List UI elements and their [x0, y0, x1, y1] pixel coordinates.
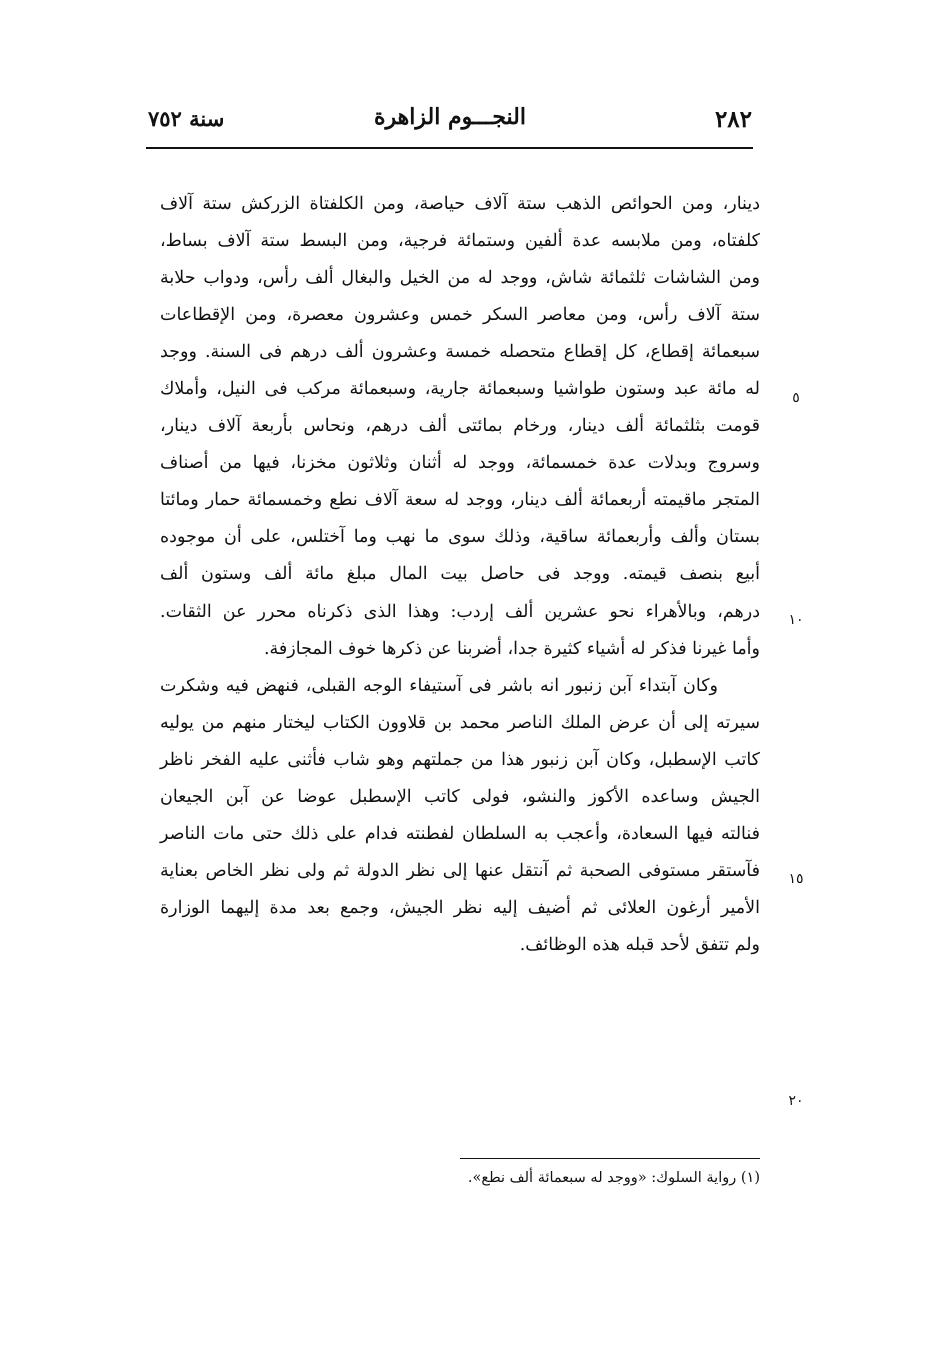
text-line: الجيش وساعده الأكوز والنشو، فولى كاتب الإسطبل عوضا عن آبن الجيعان	[160, 786, 760, 807]
text-line: بستان وألف وأربعمائة ساقية، وذلك سوى ما نهب وما آختلس، على أن موجوده	[160, 527, 760, 548]
text-line: وكان آبتداء آبن زنبور انه باشر فى آستيفاء الوجه القبلى، فنهض فيه وشكرت	[160, 675, 718, 696]
line-number-15: ١٥	[788, 871, 804, 887]
text-line: المتجر ماقيمته أربعمائة ألف دينار، ووجد له سعة آلاف نطع وخمسمائة حمار ومائتا	[160, 490, 760, 511]
text-line: ومن الشاشات ثلثمائة شاش، ووجد له من الخيل والبغال ألف رأس، ودواب حلابة	[160, 268, 760, 289]
line-number-20: ٢٠	[788, 1093, 804, 1109]
body-text	[160, 186, 760, 964]
year-label: سنة ٧٥٢	[148, 106, 225, 131]
footnote: (١) رواية السلوك: «ووجد له سبعمائة ألف نطع».	[467, 1170, 760, 1186]
header-rule	[146, 147, 753, 149]
text-line: فآستقر مستوفى الصحبة ثم آنتقل عنها إلى نظر الدولة ثم ولى نظر الخاص بعناية	[160, 860, 760, 881]
text-line: سيرته إلى أن عرض الملك الناصر محمد بن قلاوون الكتاب ليختار منهم من يوليه	[160, 712, 760, 733]
page-header	[148, 102, 752, 142]
line-number-10: ١٠	[788, 612, 804, 628]
text-line: فنالته فيها السعادة، وأعجب به السلطان لفطنته فدام على ذلك حتى مات الناصر	[160, 823, 760, 844]
text-line: الأمير أرغون العلائى ثم أضيف إليه نظر الجيش، وجمع بعد مدة إليهما الوزارة	[160, 897, 760, 918]
text-line: وسروج وبدلات عدة خمسمائة، ووجد له أثنان وثلاثون مخزنا، فيها من أصناف	[160, 453, 760, 474]
text-line: ولم تتفق لأحد قبله هذه الوظائف.	[519, 934, 760, 955]
text-line: درهم، وبالأهراء نحو عشرين ألف إردب: وهذا الذى ذكرناه محرر عن الثقات.	[160, 601, 760, 622]
text-line: دينار، ومن الحوائص الذهب ستة آلاف حياصة، ومن الكلفتاة الزركش ستة آلاف	[160, 194, 760, 214]
text-line: ستة آلاف رأس، ومن معاصر السكر خمس وعشرون معصرة، ومن الإقطاعات	[160, 305, 760, 326]
text-line: قومت بثلثمائة ألف دينار، ورخام بمائتى ألف درهم، ونحاس بأربعة آلاف دينار،	[160, 416, 760, 437]
page-number: ٢٨٢	[714, 106, 752, 133]
text-line: وأما غيرنا فذكر له أشياء كثيرة جدا، أضربنا عن ذكرها خوف المجازفة.	[263, 638, 760, 659]
text-line: أبيع بنصف قيمته. ووجد فى حاصل بيت المال مبلغ مائة ألف وستون ألف	[160, 564, 760, 585]
text-line: كلفتاه، ومن ملابسه عدة ألفين وستمائة فرجية، ومن البسط ستة آلاف بساط،	[160, 231, 760, 252]
line-number-5: ٥	[792, 390, 800, 406]
text-line: كاتب الإسطبل، وكان آبن زنبور هذا من جملتهم وهو شاب فأثنى عليه الفخر ناظر	[160, 749, 760, 770]
footnote-rule	[460, 1158, 760, 1159]
running-title: النجـــوم الزاهرة	[374, 104, 526, 130]
text-line: سبعمائة إقطاع، كل إقطاع متحصله خمسة وعشرون ألف درهم فى السنة. ووجد	[160, 342, 760, 363]
text-line: له مائة عبد وستون طواشيا وسبعمائة جارية، وسبعمائة مركب فى النيل، وأملاك	[160, 379, 760, 400]
